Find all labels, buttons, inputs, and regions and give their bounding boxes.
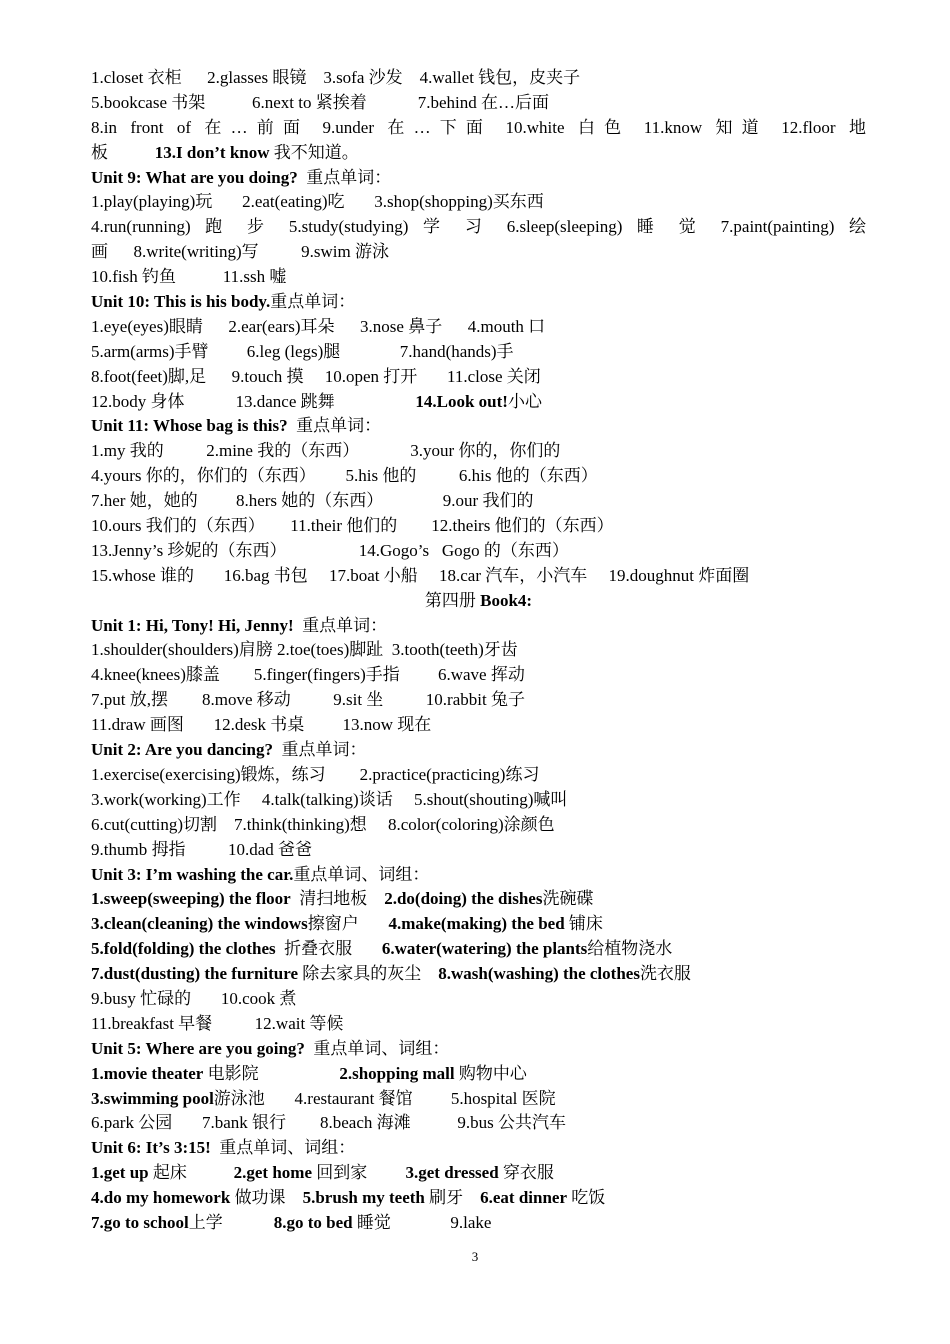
text-line: [91, 290, 866, 315]
text-segment: 擦窗户: [307, 914, 389, 934]
text-line: [91, 912, 866, 937]
text-line: [91, 838, 866, 863]
text-segment: 我不知道。: [269, 142, 359, 162]
text-line: [91, 813, 866, 838]
bold-text: 6.water(watering) the plants: [381, 939, 588, 959]
text-line: [91, 514, 866, 539]
text-segment: 做功课: [230, 1188, 303, 1208]
text-line: [91, 1161, 866, 1186]
bold-text: 13.I don’t know: [154, 142, 270, 162]
text-segment: 8.foot(feet)脚,足 9.touch 摸 10.open 打开 11.close 关闭: [91, 366, 541, 386]
bold-text: 2.do(doing) the dishes: [384, 889, 543, 909]
text-segment: 洗衣服: [639, 964, 691, 984]
text-segment: 睡觉 9.lake: [352, 1212, 492, 1232]
text-segment: 1.eye(eyes)眼睛 2.ear(ears)耳朵 3.nose 鼻子 4.mouth 口: [91, 316, 546, 336]
bold-text: 2.get home: [233, 1163, 312, 1183]
bold-text: 5.brush my teeth: [302, 1188, 425, 1208]
bold-text: 14.Look out!: [415, 391, 508, 411]
text-segment: 10.fish 钓鱼 11.ssh 嘘: [91, 267, 287, 287]
text-line: [91, 166, 866, 191]
text-segment: 8.in front of 在…前面 9.under 在…下面 10.white 白色 11.know 知道 12.floor 地: [91, 117, 866, 137]
bold-text: Unit 5: Where are you going?: [91, 1038, 305, 1058]
text-line: [91, 539, 866, 564]
text-line: [91, 141, 866, 166]
text-segment: 11.draw 画图 12.desk 书桌 13.now 现在: [91, 715, 432, 735]
bold-text: Unit 3: I’m washing the car.: [91, 864, 294, 884]
text-line: [91, 240, 866, 265]
text-line: [91, 564, 866, 589]
text-segment: 1.closet 衣柜 2.glasses 眼镜 3.sofa 沙发 4.wallet 钱包，皮夹子: [91, 68, 581, 87]
text-segment: 给植物浇水: [587, 939, 673, 959]
text-line: [91, 414, 866, 439]
text-segment: 4.knee(knees)膝盖 5.finger(fingers)手指 6.wave 挥动: [91, 665, 525, 685]
bold-text: 6.eat dinner: [480, 1188, 568, 1208]
text-segment: 1.shoulder(shoulders)肩膀 2.toe(toes)脚趾 3.tooth(teeth)牙齿: [91, 640, 518, 660]
bold-text: Unit 6: It’s 3:15!: [91, 1138, 211, 1158]
text-line: [91, 887, 866, 912]
text-segment: 重点单词、词组：: [304, 1038, 450, 1058]
text-segment: 画 8.write(writing)写 9.swim 游泳: [91, 242, 389, 262]
bold-text: Unit 10: This is his body.: [91, 292, 271, 312]
text-line: [91, 340, 866, 365]
text-line: [91, 638, 866, 663]
text-line: [91, 738, 866, 763]
text-segment: 5.arm(arms)手臂 6.leg (legs)腿 7.hand(hands)手: [91, 341, 514, 361]
bold-text: 3.swimming pool: [91, 1088, 214, 1108]
text-line: [91, 1037, 866, 1062]
bold-text: 8.wash(washing) the clothes: [438, 964, 640, 984]
text-line: [91, 1136, 866, 1161]
text-line: [91, 788, 866, 813]
text-segment: 回到家: [312, 1163, 406, 1183]
text-segment: 第四册: [424, 590, 481, 610]
text-segment: 吃饭: [567, 1188, 606, 1208]
text-segment: 1.exercise(exercising)锻炼，练习 2.practice(practicing)练习: [91, 764, 540, 784]
text-segment: 电影院: [203, 1063, 340, 1083]
text-line: [91, 439, 866, 464]
text-line: [91, 962, 866, 987]
text-segment: 5.bookcase 书架 6.next to 紧挨着 7.behind 在…后面: [91, 92, 550, 112]
text-segment: 穿衣服: [498, 1163, 554, 1183]
bold-text: Unit 1: Hi, Tony! Hi, Jenny!: [91, 615, 294, 635]
bold-text: 4.do my homework: [91, 1188, 231, 1208]
text-segment: 重点单词、词组：: [293, 864, 430, 884]
text-segment: 折叠衣服: [275, 939, 382, 959]
text-segment: 11.breakfast 早餐 12.wait 等候: [91, 1013, 344, 1033]
text-line: [91, 663, 866, 688]
text-line: [91, 315, 866, 340]
text-line: [91, 713, 866, 738]
text-segment: 起床: [148, 1163, 234, 1183]
text-segment: 重点单词：: [297, 167, 392, 187]
bold-text: 1.sweep(sweeping) the floor: [91, 889, 291, 909]
text-line: [91, 365, 866, 390]
text-segment: 洗碗碟: [542, 889, 594, 909]
text-segment: 15.whose 谁的 16.bag 书包 17.boat 小船 18.car 汽车，小汽车 19.doughnut 炸面圈: [91, 565, 750, 585]
text-segment: 1.play(playing)玩 2.eat(eating)吃 3.shop(shopping)买东西: [91, 192, 544, 212]
text-line: [91, 863, 866, 888]
text-line: [91, 763, 866, 788]
text-segment: 9.thumb 拇指 10.dad 爸爸: [91, 839, 312, 859]
text-segment: 除去家具的灰尘: [298, 964, 439, 984]
bold-text: Unit 9: What are you doing?: [91, 167, 298, 187]
text-segment: 6.park 公园 7.bank 银行 8.beach 海滩 9.bus 公共汽车: [91, 1113, 567, 1133]
text-segment: 重点单词：: [273, 740, 367, 760]
text-line: [91, 464, 866, 489]
text-segment: 7.put 放,摆 8.move 移动 9.sit 坐 10.rabbit 兔子: [91, 690, 525, 710]
text-segment: 9.busy 忙碌的 10.cook 煮: [91, 988, 297, 1008]
text-segment: 重点单词、词组：: [210, 1138, 356, 1158]
text-segment: 重点单词：: [270, 292, 356, 312]
text-line: [91, 390, 866, 415]
text-line: [91, 66, 866, 91]
bold-text: 7.go to school: [91, 1212, 189, 1232]
bold-text: Book4:: [480, 590, 533, 610]
text-line: [91, 489, 866, 514]
text-line: [91, 265, 866, 290]
text-segment: 10.ours 我们的（东西） 11.their 他们的 12.theirs 他们的（东西）: [91, 516, 614, 536]
text-line: [91, 614, 866, 639]
bold-text: 3.get dressed: [405, 1163, 499, 1183]
text-segment: 购物中心: [454, 1063, 527, 1083]
text-line: [91, 937, 866, 962]
text-line: [91, 589, 866, 614]
page-number: 3: [471, 1249, 479, 1264]
text-segment: 板: [91, 142, 155, 162]
text-line: [91, 1211, 866, 1236]
bold-text: Unit 2: Are you dancing?: [91, 740, 273, 760]
text-segment: 重点单词：: [293, 615, 388, 635]
bold-text: 1.get up: [91, 1163, 149, 1183]
text-segment: 重点单词：: [287, 416, 382, 436]
text-line: [91, 1186, 866, 1211]
text-segment: 4.yours 你的，你们的（东西） 5.his 他的 6.his 他的（东西）: [91, 466, 598, 486]
text-segment: 6.cut(cutting)切割 7.think(thinking)想 8.color(coloring)涂颜色: [91, 814, 555, 834]
text-segment: 铺床: [564, 914, 603, 934]
text-line: [91, 1012, 866, 1037]
bold-text: 2.shopping mall: [339, 1063, 455, 1083]
text-segment: 1.my 我的 2.mine 我的（东西） 3.your 你的，你们的: [91, 441, 561, 461]
vocabulary-list: [91, 66, 866, 1236]
bold-text: 3.clean(cleaning) the windows: [91, 914, 308, 934]
text-segment: 12.body 身体 13.dance 跳舞: [91, 391, 416, 411]
text-segment: 4.run(running) 跑 步 5.study(studying) 学 习 6.sleep(sleeping) 睡 觉 7.paint(painting) 绘: [91, 217, 866, 237]
bold-text: 7.dust(dusting) the furniture: [91, 964, 299, 984]
text-segment: 7.her 她，她的 8.hers 她的（东西） 9.our 我们的: [91, 491, 534, 511]
text-line: [91, 91, 866, 116]
text-segment: 游泳池 4.restaurant 餐馆 5.hospital 医院: [213, 1088, 556, 1108]
bold-text: 1.movie theater: [91, 1063, 204, 1083]
text-segment: 13.Jenny’s 珍妮的（东西） 14.Gogo’s Gogo 的（东西）: [91, 540, 569, 560]
text-line: [91, 190, 866, 215]
text-segment: 刷牙: [424, 1188, 481, 1208]
text-segment: 清扫地板: [290, 889, 385, 909]
bold-text: 8.go to bed: [273, 1212, 353, 1232]
bold-text: Unit 11: Whose bag is this?: [91, 416, 288, 436]
text-line: [91, 688, 866, 713]
text-line: [91, 987, 866, 1012]
text-segment: 上学: [188, 1212, 274, 1232]
text-line: [91, 215, 866, 240]
text-line: [91, 1062, 866, 1087]
bold-text: 4.make(making) the bed: [388, 914, 565, 934]
bold-text: 5.fold(folding) the clothes: [91, 939, 276, 959]
text-line: [91, 116, 866, 141]
text-segment: 3.work(working)工作 4.talk(talking)谈话 5.shout(shouting)喊叫: [91, 789, 568, 809]
text-line: [91, 1087, 866, 1112]
text-line: [91, 1111, 866, 1136]
text-segment: 小心: [507, 391, 542, 411]
